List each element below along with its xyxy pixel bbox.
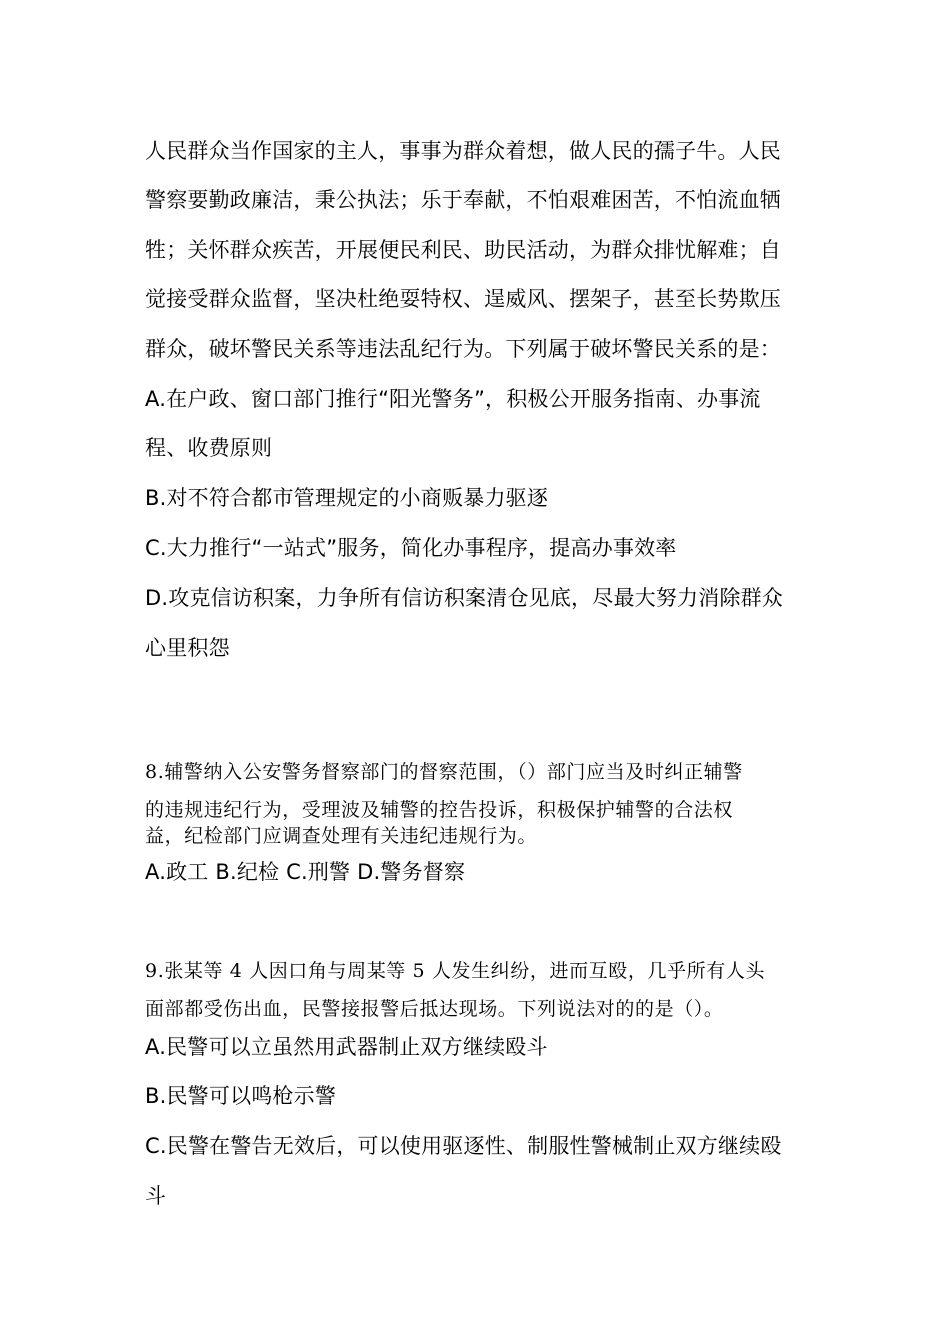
q7-stem-line-3: 牲；关怀群众疾苦，开展便民利民、助民活动，为群众排忧解难；自 <box>145 238 781 262</box>
q9-stem-line-2: 面部都受伤出血，民警接报警后抵达现场。下列说法对的的是（）。 <box>145 998 724 1020</box>
q8-stem-line-2: 的违规违纪行为，受理波及辅警的控告投诉，积极保护辅警的合法权 <box>145 799 734 821</box>
q9-option-b: B.民警可以鸣枪示警 <box>145 1084 337 1108</box>
q9-option-c-line-1: C.民警在警告无效后，可以使用驱逐性、制服性警械制止双方继续殴 <box>145 1134 782 1158</box>
q9-stem-line-1: 9.张某等 4 人因口角与周某等 5 人发生纠纷，进而互殴，几乎所有人头 <box>145 960 766 982</box>
q7-option-d-line-1: D.攻克信访积案，力争所有信访积案清仓见底，尽最大努力消除群众 <box>145 586 784 610</box>
q7-option-a-line-1: A.在户政、窗口部门推行“阳光警务”，积极公开服务指南、办事流 <box>145 387 761 411</box>
q7-option-d-line-2: 心里积怨 <box>145 636 230 660</box>
q9-option-c-line-2: 斗 <box>145 1184 167 1208</box>
q8-stem-line-3: 益，纪检部门应调查处理有关违纪违规行为。 <box>145 825 538 847</box>
q7-option-a-line-2: 程、收费原则 <box>145 436 273 460</box>
q7-option-c: C.大力推行“一站式”服务，简化办事程序，提高办事效率 <box>145 536 677 560</box>
q8-stem-line-1: 8.辅警纳入公安警务督察部门的督察范围，（）部门应当及时纠正辅警 <box>145 761 743 783</box>
q7-stem-line-4: 觉接受群众监督，坚决杜绝耍特权、逞威风、摆架子，甚至长势欺压 <box>145 287 781 311</box>
q7-option-b: B.对不符合都市管理规定的小商贩暴力驱逐 <box>145 486 549 510</box>
q9-option-a: A.民警可以立虽然用武器制止双方继续殴斗 <box>145 1035 548 1059</box>
q8-options: A.政工 B.纪检 C.刑警 D.警务督察 <box>145 860 466 884</box>
q7-stem-line-5: 群众，破坏警民关系等违法乱纪行为。下列属于破坏警民关系的是： <box>145 337 781 361</box>
q7-stem-line-1: 人民群众当作国家的主人，事事为群众着想，做人民的孺子牛。人民 <box>145 139 781 163</box>
q7-stem-line-2: 警察要勤政廉洁，秉公执法；乐于奉献，不怕艰难困苦，不怕流血牺 <box>145 188 781 212</box>
